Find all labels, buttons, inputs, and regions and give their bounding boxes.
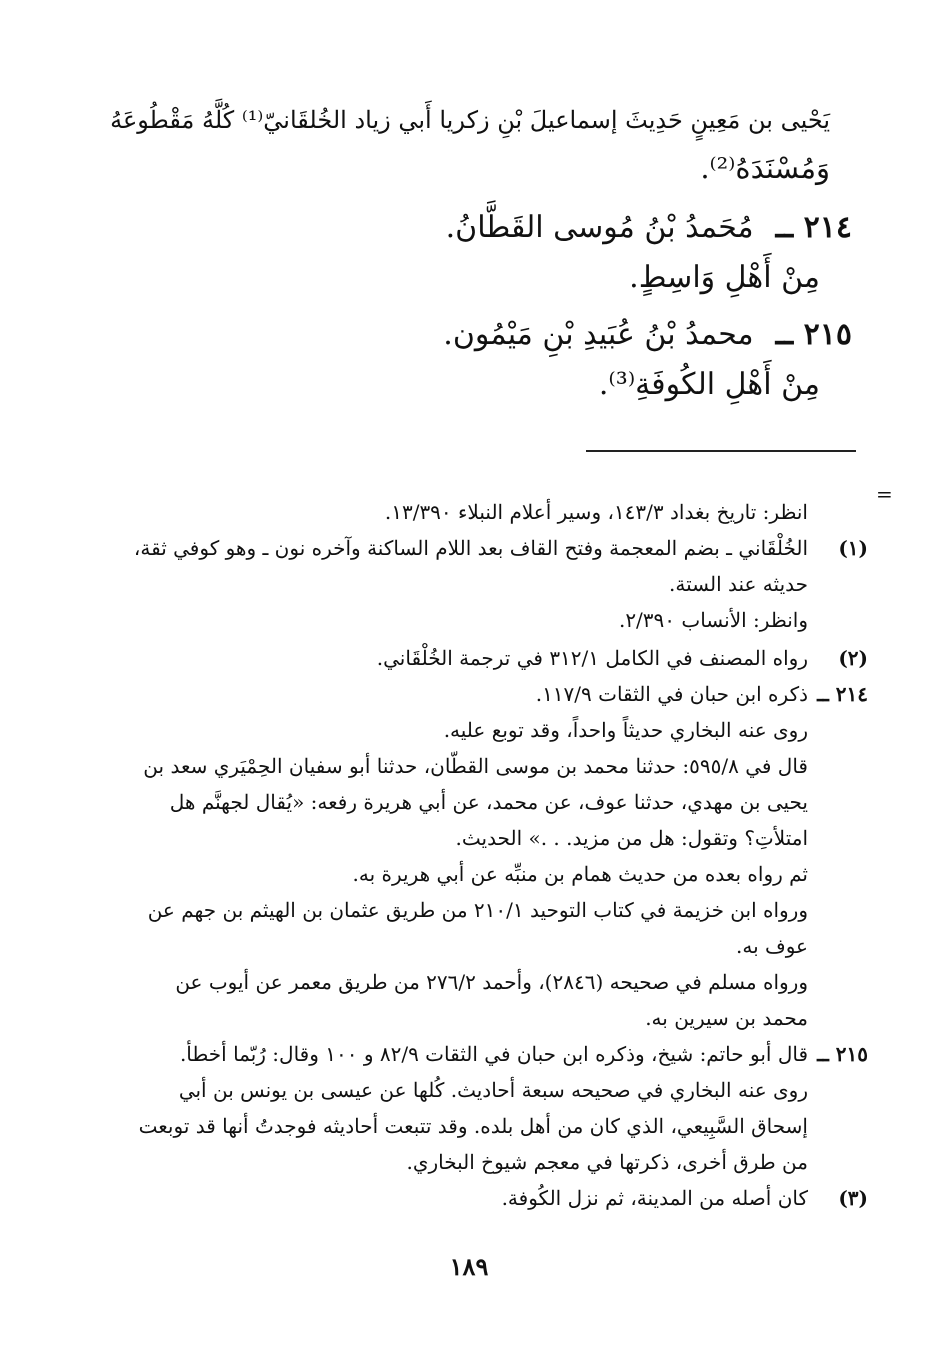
entry-214 bbox=[446, 203, 852, 253]
document-page: يَحْيى بن مَعِينٍ حَدِيثَ إسماعيلَ بْنِ زكريا أَبي زياد الخُلقَانيّ⁽¹⁾ كُلَّهُ مَقْطُوعَهُ وَمُسْنَدَهُ⁽²⁾. ٢١٤ ــمُحَمدُ بْنُ مُوسى القَطَّانُ. مِنْ أَهْلِ وَاسِطٍ. ٢١٥ ــمحمدُ بْنُ عُبَيدِ بْنِ مَيْمُون. مِنْ أَهْلِ الكُوفَةِ⁽³⁾. = انظر: تاريخ بغداد ١٤٣/٣، وسير أعلام النبلاء ١٣/٣٩٠. (١) الخُلْقَاني ـ بضم المعجمة وفتح القاف بعد اللام الساكنة وآخره نون ـ وهو كوفي ثقة، حديثه عند الستة. وانظر: الأنساب ٢/٣٩٠. (٢) رواه المصنف في الكامل ٣١٢/١ في ترجمة الخُلْقَاني. ٢١٤ ــ ذكره ابن حبان في الثقات ١١٧/٩. روى عنه البخاري حديثاً واحداً، وقد توبع عليه. قال في ٥٩٥/٨: حدثنا محمد بن موسى القطّان، حدثنا أبو سفيان الحِمْيَري سعد بن يحيى بن مهدي، حدثنا عوف، عن محمد، عن أبي هريرة رفعه: «يُقال لجهنَّم هل امتلأتِ؟ وتقول: هل من مزيد. . .» الحديث. ثم رواه بعده من حديث همام بن منبِّه عن أبي هريرة به. ورواه ابن خزيمة في كتاب التوحيد ٢١٠/١ من طريق عثمان بن الهيثم بن جهم عن عوف به. ورواه مسلم في صحيحه (٢٨٤٦)، وأحمد ٢٧٦/٢ من طريق معمر عن أيوب عن محمد بن سيرين به. ٢١٥ ــ قال أبو حاتم: شيخ، وذكره ابن حبان في الثقات ٨٢/٩ و ١٠٠ وقال: رُبّما أخطأ. روى عنه البخاري في صحيحه سبعة أحاديث. كُلها عن عيسى بن يونس بن أبي إسحاق السَّبِيعي، الذي كان من أهل بلده. وقد تتبعت أحاديثه فوجدتُ أنها قد توبعت من طرق أخرى، ذكرتها في معجم شيوخ البخاري. (٣) كان أصله من المدينة، ثم نزل الكُوفة. ١٨٩ bbox=[0, 0, 938, 1361]
entry-215 bbox=[443, 310, 852, 360]
entry-number: ٢١٤ ــ bbox=[775, 210, 852, 245]
entry-name: محمدُ بْنُ عُبَيدِ بْنِ مَيْمُون. bbox=[443, 317, 754, 352]
main-text-line-2: وَمُسْنَدَهُ⁽²⁾. bbox=[700, 151, 830, 185]
page-number: ١٨٩ bbox=[449, 1252, 489, 1281]
footnote-separator bbox=[586, 450, 856, 452]
main-text-line-1: يَحْيى بن مَعِينٍ حَدِيثَ إسماعيلَ بْنِ زكريا أَبي زياد الخُلقَانيّ⁽¹⁾ كُلَّهُ مَقْطُوعَهُ bbox=[110, 106, 830, 134]
entry-name: مُحَمدُ بْنُ مُوسى القَطَّانُ. bbox=[445, 210, 754, 245]
entry-215-origin: مِنْ أَهْلِ الكُوفَةِ⁽³⁾. bbox=[598, 367, 820, 402]
continuation-mark: = bbox=[876, 482, 893, 506]
entry-number: ٢١٥ ــ bbox=[775, 317, 852, 352]
main-text-block bbox=[110, 96, 830, 192]
entry-214-origin: مِنْ أَهْلِ وَاسِطٍ. bbox=[629, 260, 820, 295]
